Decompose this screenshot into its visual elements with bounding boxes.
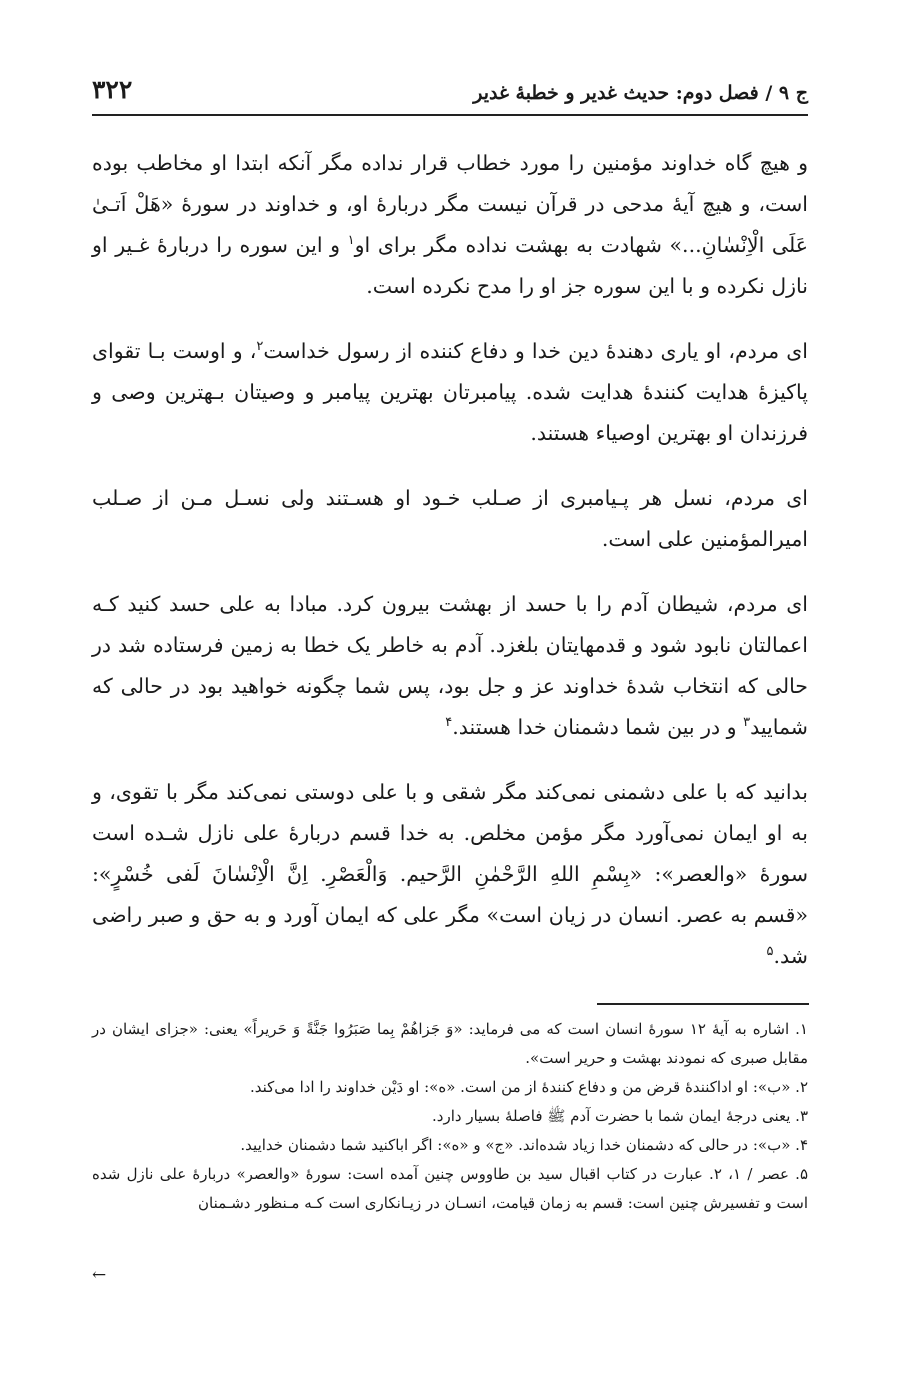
footnote: ۲. «ب»: او اداکنندهٔ قرض من و دفاع کنندهٔ از من است. «ه»: او دَیْن خداوند را ادا می‌کند.: [249, 1078, 808, 1096]
footnote-divider: [597, 1003, 809, 1005]
paragraph-text: ای مردم، شیطان آدم را با حسد از بهشت بیرون کرد. مبادا به علی حسد کنید کـه اعمالتان نابود شود و قدمهایتان بلغزد. آدم به خاطر یک خطا به زمین فرستاده شد در حالی که انتخاب شدهٔ خداوند عز و جل بود، پس شما چگونه خواهید بود در حالی که شمایید: [92, 592, 808, 739]
paragraph-text: و هیچ گاه خداوند مؤمنین را مورد خطاب قرار نداده مگر آنکه ابتدا او مخاطب بوده است، و هیچ آیهٔ مدحی در قرآن نیست مگر دربارهٔ او، و خداوند در سورهٔ «هَلْ اَتـیٰ عَلَی الْاِنْسٰانِ...» شهادت به بهشت نداده مگر برای او: [92, 151, 808, 257]
main-text: [92, 143, 808, 1001]
paragraph-text: ای مردم، نسل هر پـیامبری از صـلب خـود او هسـتند ولی نسـل مـن از صـلب امیرالمؤمنین علی است.: [92, 486, 808, 551]
footnote-ref: ۲: [256, 339, 264, 355]
paragraph: [92, 584, 808, 748]
footnote: ۳. یعنی درجهٔ ایمان شما با حضرت آدم ﷺ فاصلهٔ بسیار دارد.: [432, 1107, 808, 1125]
paragraph: [92, 478, 808, 560]
footnote-ref: ۱: [347, 233, 355, 249]
paragraph: [92, 331, 808, 454]
footnote-ref: ۴: [445, 715, 453, 731]
paragraph-text: ای مردم، او یاری دهندهٔ دین خدا و دفاع کننده از رسول خداست: [263, 339, 808, 363]
paragraph-text: بدانید که با علی دشمنی نمی‌کند مگر شقی و با علی دوستی نمی‌کند مگر با تقوی، و به او ایمان نمی‌آورد مگر مؤمن مخلص. به خدا قسم دربارهٔ علی نازل شـده است سورهٔ «والعصر»: «بِسْمِ اللهِ الرَّحْمٰنِ الرَّحیم. وَالْعَصْرِ. اِنَّ الْاِنْسٰانَ لَفی خُسْرٍ»: «قسم به عصر. انسان در زیان است» مگر علی که ایمان آورد و به حق و صبر راضی شد.: [92, 780, 808, 968]
running-title: ج ۹ / فصل دوم: حدیث غدیر و خطبهٔ غدیر: [473, 82, 808, 104]
footnote: ۵. عصر / ۱، ۲. عبارت در کتاب اقبال سید بن طاووس چنین آمده است: سورهٔ «والعصر» دربارهٔ علی نازل شده است و تفسیرش چنین است: قسم به زمان قیامت، انسـان در زیـانکاری است کـه مـنظور دشـمنان: [92, 1165, 809, 1212]
paragraph-text: ، و اوست بـا تقوای پاکیزهٔ هدایت کنندهٔ هدایت شده. پیامبرتان بهترین پیامبر و وصیتان بـهترین وصی و فرزندان او بهترین اوصیاء هستند.: [92, 339, 808, 445]
paragraph-text: و در بین شما دشمنان خدا هستند.: [452, 715, 744, 739]
page-header: [92, 68, 808, 116]
footnote-ref: ۳: [743, 715, 751, 731]
continuation-arrow-icon: ←: [92, 1265, 107, 1285]
footnotes: [92, 1015, 808, 1218]
footnote: ۴. «ب»: در حالی که دشمنان خدا زیاد شده‌اند. «ج» و «ه»: اگر اباکنید شما دشمنان خدایید.: [240, 1136, 808, 1154]
footnote: ۱. اشاره به آیهٔ ۱۲ سورهٔ انسان است که می فرماید: «وَ جَزاهُمْ بِما صَبَرُوا جَنَّةً وَ حَریراً» یعنی: «جزای ایشان در مقابل صبری که نمودند بهشت و حریر است».: [92, 1020, 808, 1067]
footnote-ref: ۵: [766, 944, 774, 960]
page-number: ۳۲۲: [92, 75, 133, 104]
paragraph: [92, 772, 808, 977]
paragraph-text: و این سوره را دربارهٔ غـیر او نازل نکرده و با این سوره جز او را مدح نکرده است.: [92, 233, 808, 298]
paragraph: [92, 143, 808, 307]
